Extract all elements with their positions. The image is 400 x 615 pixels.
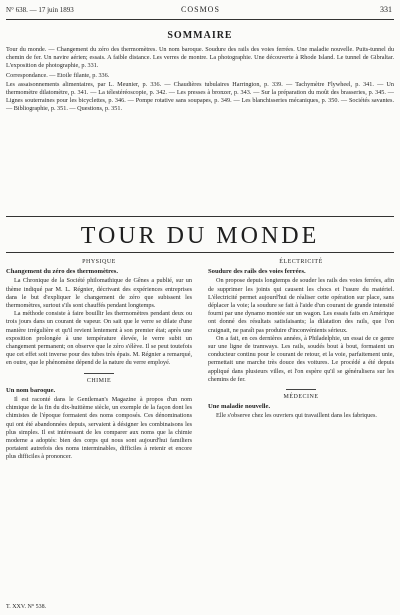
- section-label: MÉDECINE: [283, 394, 319, 401]
- article-title: Une maladie nouvelle.: [208, 403, 271, 411]
- article-para: La Chronique de la Société philomathique de Gênes a publié, sur un thème indiqué par M. L. Régnier, décrivant des expériences entreprises dans le but d'expliquer le changement de zéro que subissent les thermomètres, surtout s'ils sont chauffés pendant longtemps.: [6, 277, 192, 310]
- article-para: On propose depuis longtemps de souder les rails des voies ferrées, afin de supprimer les joints qui causent les chocs et l'usure du matériel. L'électricité permet aujourd'hui de réaliser cette opération sur place, sans déplacer la voie; la soudure se fait à l'aide d'un courant de grande intensité fourni par une dynamo montée sur un wagon. Les essais faits en Amérique ont donné des résultats satisfaisants; la dilatation des rails, que l'on craignait, ne paraît pas produire d'inconvénients sérieux.: [208, 277, 394, 334]
- sommaire-body: [6, 46, 394, 115]
- sommaire-rule: [6, 216, 394, 217]
- section-heading: TOUR DU MONDE: [80, 223, 320, 249]
- issue-number: N° 638. — 17 juin 1893: [6, 6, 74, 14]
- sommaire-para: Les assaisonnements alimentaires, par L. Meunier, p. 336. — Chaudières tubulaires Harrington, p. 339. — Tachymètre Flywheel, p. 341. — Un thermomètre dilatomètre, p. 341. — La télestéréoscopie, p. 342. — Les presses à bronzer, p. 343. — Sur la préparation du moût des brasseries, p. 345. — Lignes souterraines pour les bicyclettes, p. 346. — Pompe rotative sans soupapes, p. 349. — Les blanchisseries mécaniques, p. 350. — Sociétés savantes. — Bibliographie, p. 351. — Questions, p. 351.: [6, 80, 394, 113]
- sommaire-para: Correspondance. — Etoile filante, p. 336.: [6, 71, 110, 79]
- article-title: Un nom baroque.: [6, 386, 56, 394]
- right-column: [208, 258, 394, 421]
- journal-name: COSMOS: [181, 5, 220, 14]
- heading-rule: [6, 252, 394, 253]
- article-para: On a fait, en ces dernières années, à Philadelphie, un essai de ce genre sur une ligne de tramways. Les rails, soudés bout à bout, formaient un conducteur continu pour le courant de retour, et la voie, parfaitement unie, permettait une marche très douce des voitures. Le procédé a été depuis appliqué dans plusieurs villes, et l'on espère qu'il se généralisera sur les chemins de fer.: [208, 334, 394, 383]
- section-label: CHIMIE: [86, 377, 112, 384]
- article-para: Elle s'observe chez les ouvriers qui travaillent dans les fabriques.: [216, 412, 377, 420]
- article-para: Il est raconté dans le Gentleman's Magazine à propos d'un nom chimique de la fin du dix-huitième siècle, un exemple de la façon dont les chimistes de l'époque formaient des noms composés. Ces dénominations qui ont été abandonnées depuis, servaient à désigner les combinaisons les plus simples. Il est intéressant de les comparer aux noms que la chimie moderne a adoptés: bien des corps qui nous sont aujourd'hui familiers portaient autrefois des noms interminables, difficiles à retenir et encore plus difficiles à prononcer.: [6, 396, 192, 461]
- page-header: [6, 4, 394, 18]
- page-footer: T. XXV. N° 538.: [6, 604, 47, 610]
- article-para: La méthode consiste à faire bouillir les thermomètres pendant deux ou trois jours dans un courant de vapeur. On sait que le verre se dilate d'une manière irrégulière et qu'il revient lentement à son premier état; après une exposition prolongée à une température élevée, le verre subit un changement permanent; on observe que le zéro s'élève. Il se peut toutefois que cet effet soit inverse pour des tubes très épais. M. Régnier a remarqué, en outre, que le phénomène dépend de la nature du verre employé.: [6, 310, 192, 367]
- article-title: Changement du zéro des thermomètres.: [6, 268, 119, 276]
- left-column: [6, 258, 192, 462]
- section-label: PHYSIQUE: [82, 259, 116, 265]
- sommaire-title: SOMMAIRE: [167, 30, 233, 41]
- article-title: Soudure des rails des voies ferrées.: [208, 268, 306, 276]
- page-number: 331: [380, 5, 392, 14]
- section-label: ÉLECTRICITÉ: [279, 259, 323, 265]
- sommaire-para: Tour du monde. — Changement du zéro des thermomètres. Un nom baroque. Soudure des rails des voies ferrées. Une maladie nouvelle. Puits-tunnel du chemin de fer. Un navire aérien; essais. A faible distance. Les verres de montre. La photographie. Une découverte à Rhode Island. Le tunnel de Gibraltar. L'exposition de photographie, p. 331.: [6, 46, 394, 70]
- document-page: [6, 0, 394, 615]
- header-rule: [6, 19, 394, 20]
- separator: [286, 389, 316, 390]
- separator: [84, 373, 114, 374]
